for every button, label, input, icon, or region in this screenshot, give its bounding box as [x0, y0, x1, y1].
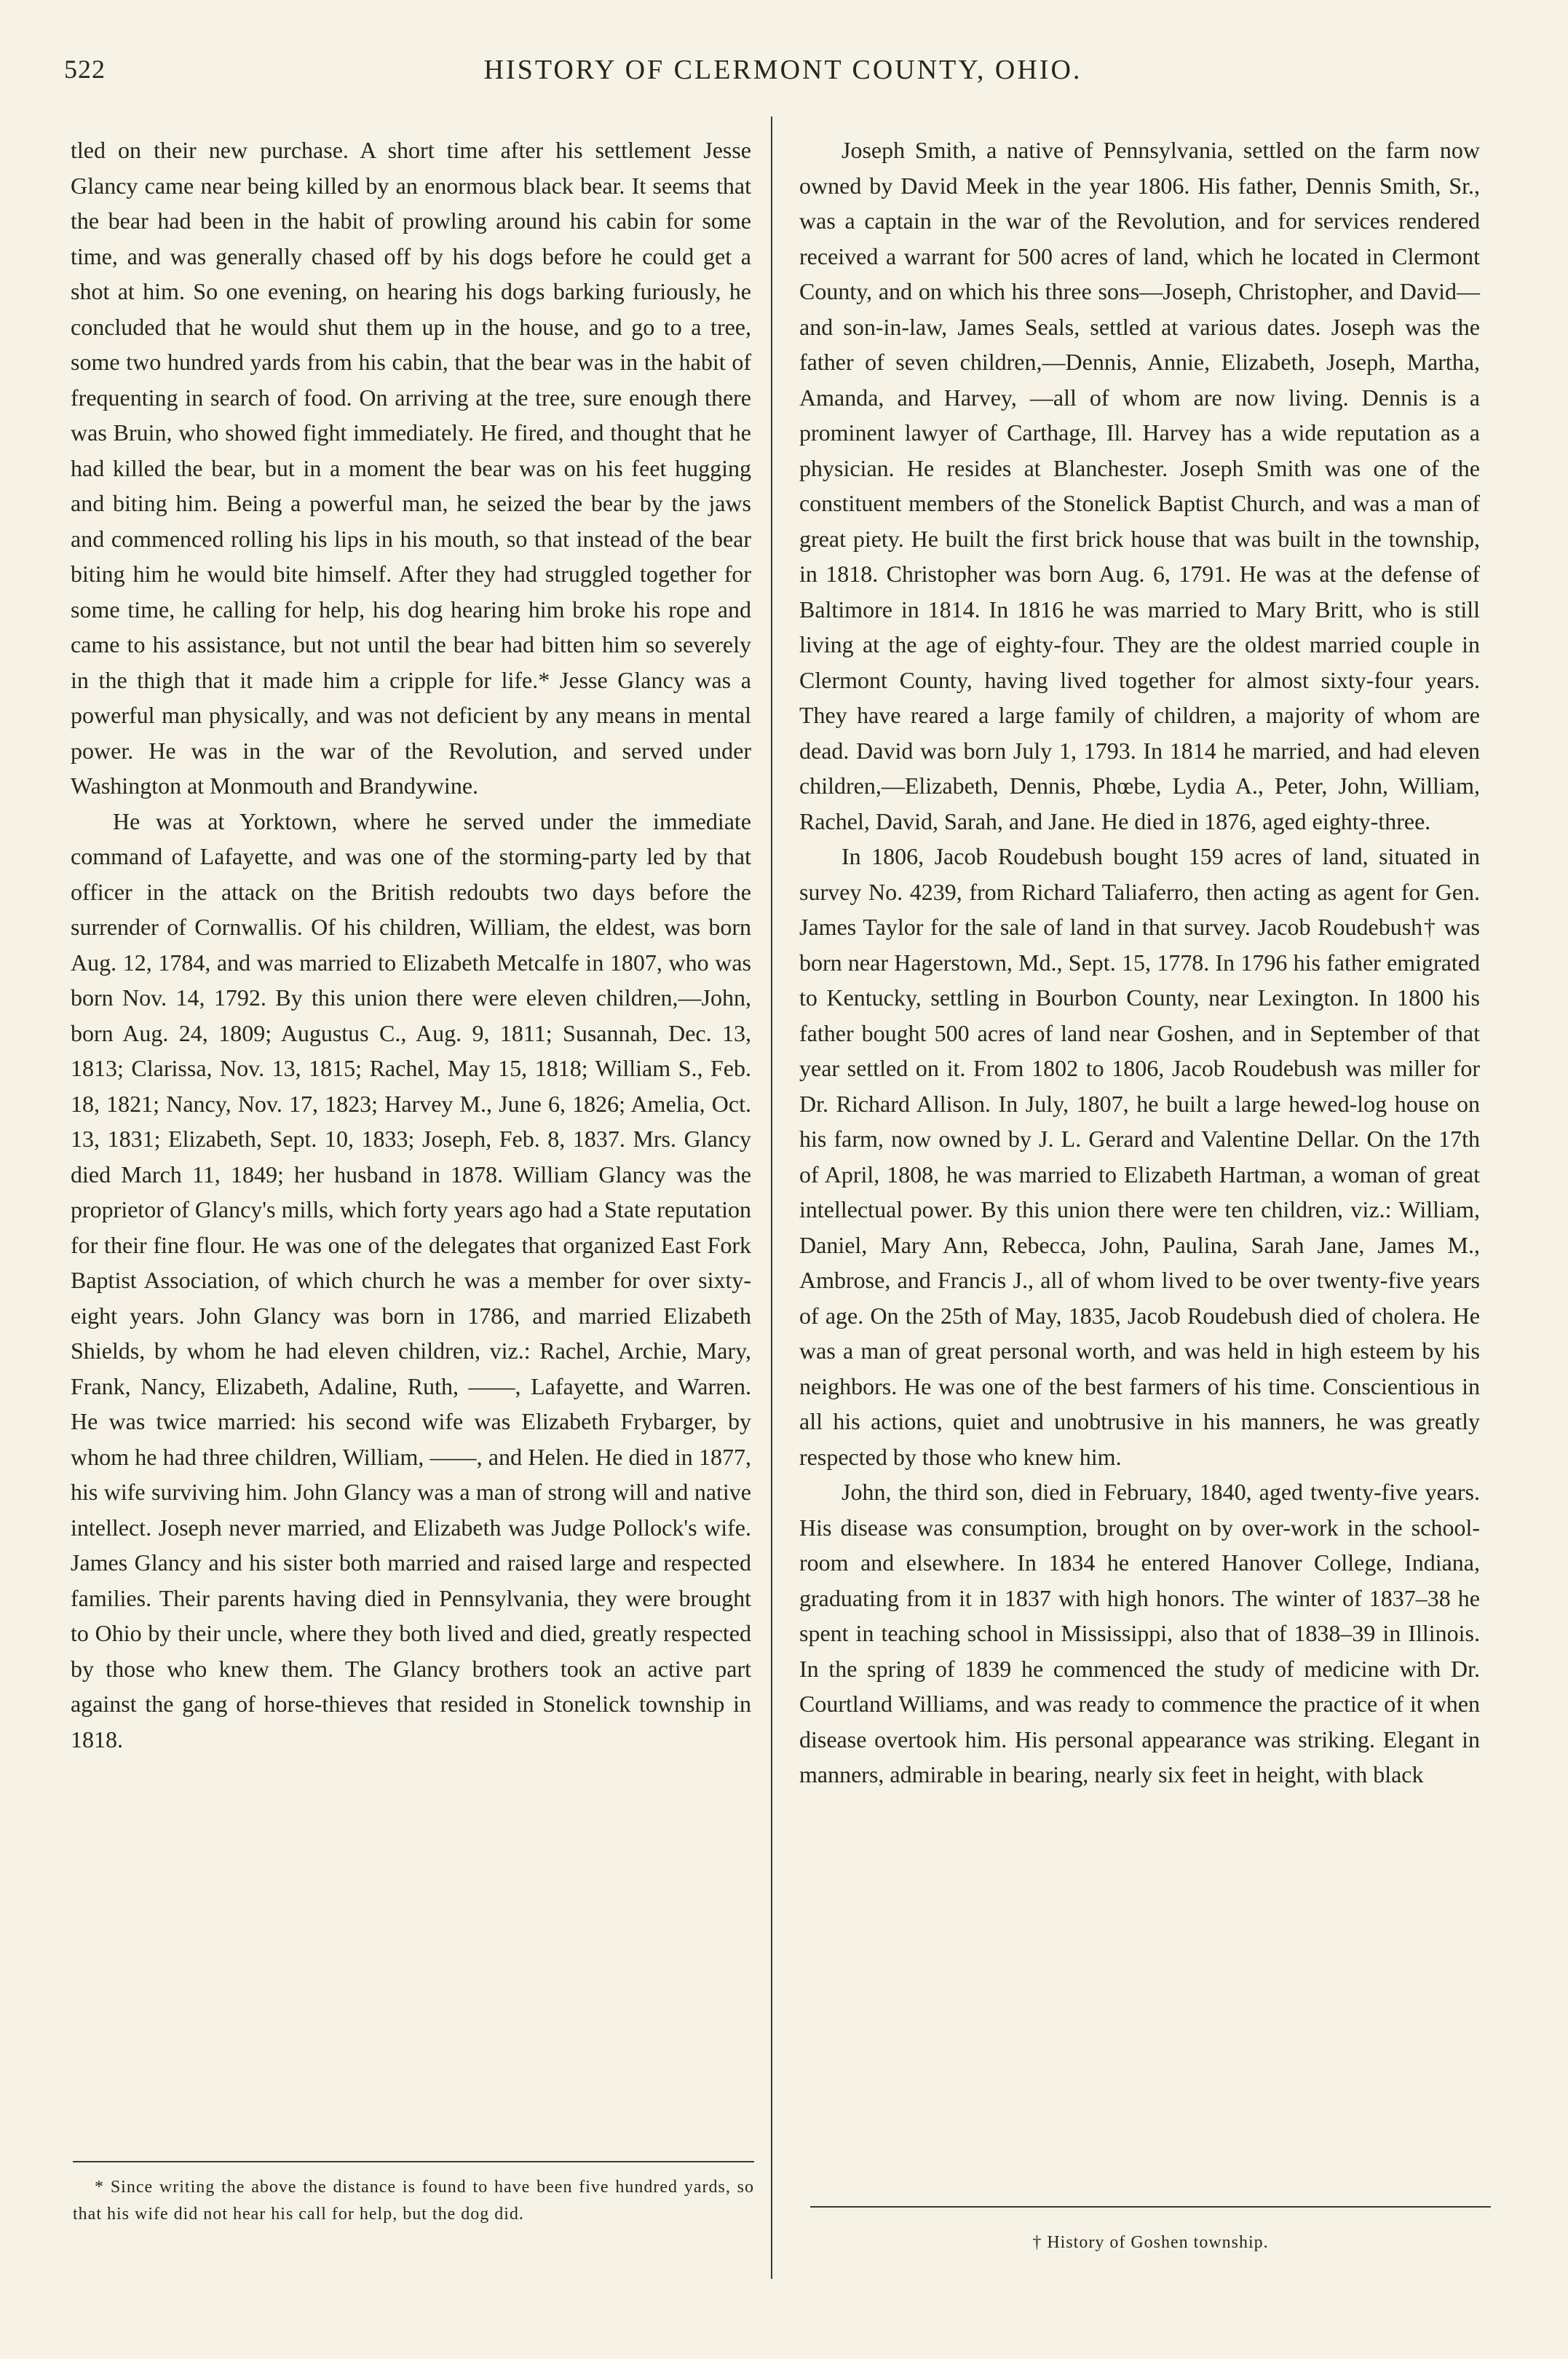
right-paragraph-2: In 1806, Jacob Roudebush bought 159 acres of land, situated in survey No. 4239, from Richard Taliaferro, then acting as agent for Gen. James Taylor for the sale of land in that survey. Jacob Roudebush† was born near Hagerstown, Md., Sept. 15, 1778. In 1796 his father emigrated to Kentucky, settling in Bourbon County, near Lexington. In 1800 his father bought 500 acres of land near Goshen, and in September of that year settled on it. From 1802 to 1806, Jacob Roudebush was miller for Dr. Richard Allison. In July, 1807, he built a large hewed-log house on his farm, now owned by J. L. Gerard and Valentine Dellar. On the 17th of April, 1808, he was married to Elizabeth Hartman, a woman of great intellectual power. By this union there were ten children, viz.: William, Daniel, Mary Ann, Rebecca, John, Paulina, Sarah Jane, James M., Ambrose, and Francis J., all of whom lived to be over twenty-five years of age. On the 25th of May, 1835, Jacob Roudebush died of cholera. He was a man of great personal worth, and was held in high esteem by his neighbors. He was one of the best farmers of his time. Conscientious in all his actions, quiet and unobtrusive in his manners, he was greatly respected by those who knew him.	[799, 843, 1480, 1470]
right-paragraph-1: Joseph Smith, a native of Pennsylvania, settled on the farm now owned by David Meek in the year 1806. His father, Dennis Smith, Sr., was a captain in the war of the Revolution, and for services rendered received a warrant for 500 acres of land, which he located in Clermont County, and on which his three sons—Joseph, Christopher, and David—and son-in-law, James Seals, settled at various dates. Joseph was the father of seven children,—Dennis, Annie, Elizabeth, Joseph, Martha, Amanda, and Harvey, —all of whom are now living. Dennis is a prominent lawyer of Carthage, Ill. Harvey has a wide reputation as a physician. He resides at Blanchester. Joseph Smith was one of the constituent members of the Stonelick Baptist Church, and was a man of great piety. He built the first brick house that was built in the township, in 1818. Christopher was born Aug. 6, 1791. He was at the defense of Baltimore in 1814. In 1816 he was married to Mary Britt, who is still living at the age of eighty-four. They are the oldest married couple in Clermont County, having lived together for almost sixty-four years. They have reared a large family of children, a majority of whom are dead. David was born July 1, 1793. In 1814 he married, and had eleven children,—Elizabeth, Dennis, Phœbe, Lydia A., Peter, John, William, Rachel, David, Sarah, and Jane. He died in 1876, aged eighty-three.	[799, 137, 1480, 834]
running-title: HISTORY OF CLERMONT COUNTY, OHIO.	[483, 55, 1082, 85]
left-paragraph-2: He was at Yorktown, where he served under the immediate command of Lafayette, and was one of the storming-party led by that officer in the attack on the British redoubts two days before the surrender of Cornwallis. Of his children, William, the eldest, was born Aug. 12, 1784, and was married to Elizabeth Metcalfe in 1807, who was born Nov. 14, 1792. By this union there were eleven children,—John, born Aug. 24, 1809; Augustus C., Aug. 9, 1811; Susannah, Dec. 13, 1813; Clarissa, Nov. 13, 1815; Rachel, May 15, 1818; William S., Feb. 18, 1821; Nancy, Nov. 17, 1823; Harvey M., June 6, 1826; Amelia, Oct. 13, 1831; Elizabeth, Sept. 10, 1833; Joseph, Feb. 8, 1837. Mrs. Glancy died March 11, 1849; her husband in 1878. William Glancy was the proprietor of Glancy's mills, which forty years ago had a State reputation for their fine flour. He was one of the delegates that organized East Fork Baptist Association, of which church he was a member for over sixty-eight years. John Glancy was born in 1786, and married Elizabeth Shields, by whom he had eleven children, viz.: Rachel, Archie, Mary, Frank, Nancy, Elizabeth, Adaline, Ruth, ——, Lafayette, and Warren. He was twice married: his second wife was Elizabeth Frybarger, by whom he had three children, William, ——, and Helen. He died in 1877, his wife surviving him. John Glancy was a man of strong will and native intellect. Joseph never married, and Elizabeth was Judge Pollock's wife. James Glancy and his sister both married and raised large and respected families. Their parents having died in Pennsylvania, they were brought to Ohio by their uncle, where they both lived and died, greatly respected by those who knew them. The Glancy brothers took an active part against the gang of horse-thieves that resided in Stonelick township in 1818.	[71, 807, 751, 1753]
right-footnote-rule	[810, 2206, 1491, 2208]
left-paragraph-1: tled on their new purchase. A short time after his settlement Jesse Glancy came near being killed by an enormous black bear. It seems that the bear had been in the habit of prowling around his cabin for some time, and was generally chased off by his dogs before he could get a shot at him. So one evening, on hearing his dogs barking furiously, he concluded that he would shut them up in the house, and go to a tree, some two hundred yards from his cabin, that the bear was in the habit of frequenting in search of food. On arriving at the tree, sure enough there was Bruin, who showed fight immediately. He fired, and thought that he had killed the bear, but in a moment the bear was on his feet hugging and biting him. Being a powerful man, he seized the bear by the jaws and commenced rolling his lips in his mouth, so that instead of the bear biting him he would bite himself. After they had struggled together for some time, he calling for help, his dog hearing him broke his rope and came to his assistance, but not until the bear had bitten him so severely in the thigh that it made him a cripple for life.* Jesse Glancy was a powerful man physically, and was not deficient by any means in mental power. He was in the war of the Revolution, and served under Washington at Monmouth and Brandywine.	[71, 137, 751, 799]
right-footnote: † History of Goshen township.	[1032, 2233, 1269, 2252]
right-paragraph-3: John, the third son, died in February, 1840, aged twenty-five years. His disease was consumption, brought on by over-work in the school-room and elsewhere. In 1834 he entered Hanover College, Indiana, graduating from it in 1837 with high honors. The winter of 1837–38 he spent in teaching school in Mississippi, also that of 1838–39 in Illinois. In the spring of 1839 he commenced the study of medicine with Dr. Courtland Williams, and was ready to commence the practice of it when disease overtook him. His personal appearance was striking. Elegant in manners, admirable in bearing, nearly six feet in height, with black	[799, 1479, 1480, 1787]
left-footnote: * Since writing the above the distance is found to have been five hundred yards, so that his wife did not hear his call for help, but the dog did.	[73, 2178, 754, 2224]
left-footnote-rule	[73, 2161, 754, 2162]
right-column	[799, 133, 1480, 1793]
column-divider	[771, 116, 772, 2279]
page-header	[64, 54, 1502, 98]
page-number: 522	[64, 55, 106, 84]
left-column	[71, 133, 751, 1757]
